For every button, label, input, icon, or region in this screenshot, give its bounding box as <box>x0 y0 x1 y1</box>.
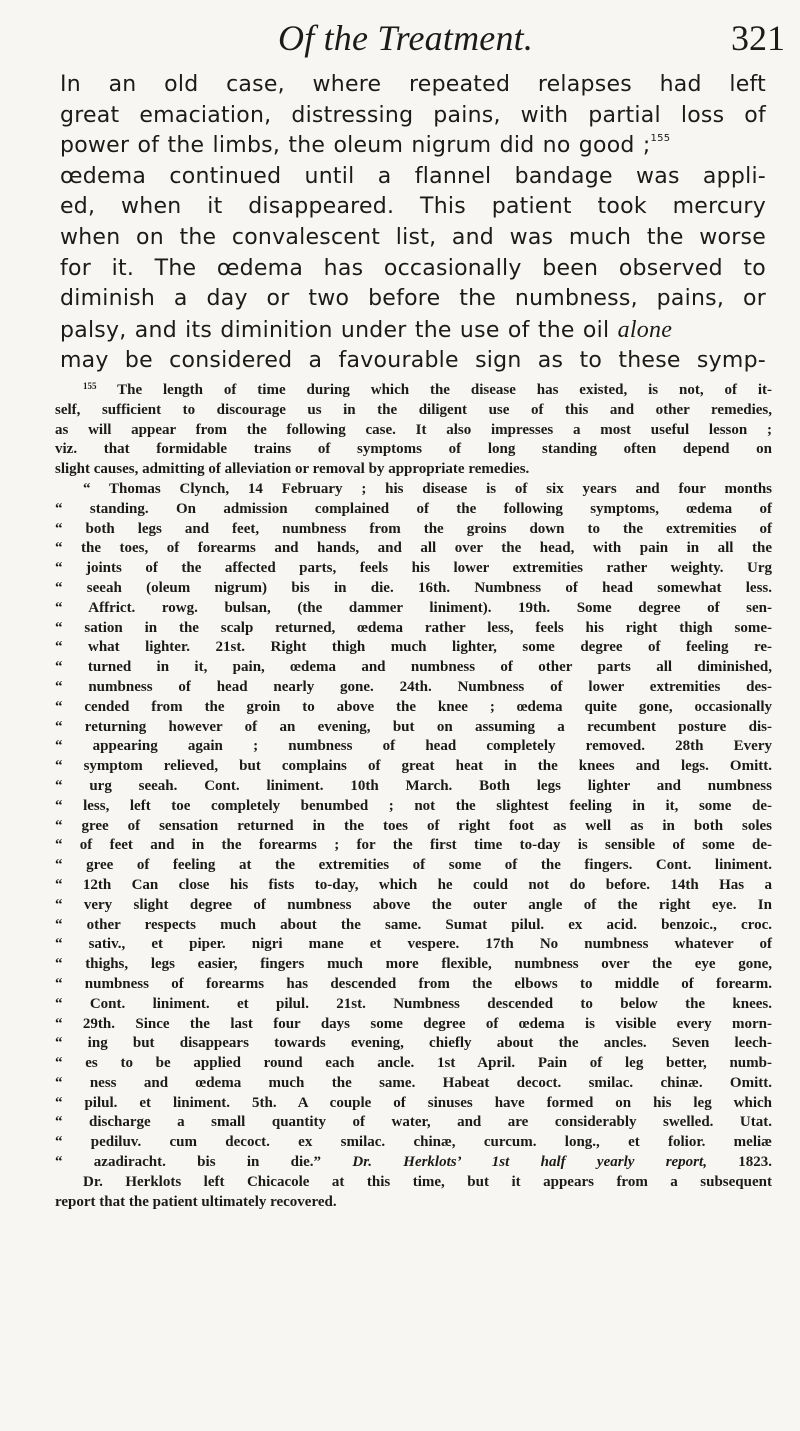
footnote-line: “ Cont. liniment. et pilul. 21st. Numbness descended to below the knees. <box>55 995 772 1012</box>
footnote-line: “ numbness of forearms has descended from the elbows to middle of forearm. <box>55 975 772 992</box>
footnote-line: “ pilul. et liniment. 5th. A couple of sinuses have formed on his leg which <box>55 1094 772 1111</box>
text-line: In an old case, where repeated relapses had left <box>60 72 766 97</box>
text-line: ed, when it disappeared. This patient took mercury <box>60 194 766 220</box>
footnote-line: as will appear from the following case. It also impresses a most useful lesson ; <box>55 421 772 438</box>
footnote-number: 155 <box>83 381 97 391</box>
page-number: 321 <box>731 18 785 58</box>
text-line: may be considered a favourable sign as to these symp- <box>60 348 766 374</box>
main-text <box>60 70 766 377</box>
text-line: for it. The œdema has occasionally been observed to <box>60 255 766 281</box>
footnote-line: “ other respects much about the same. Sumat pilul. ex acid. benzoic., croc. <box>55 916 772 933</box>
footnote-line: “ symptom relieved, but complains of great heat in the knees and legs. Omitt. <box>55 758 772 775</box>
footnote-line: “ what lighter. 21st. Right thigh much lighter, some degree of feeling re- <box>55 639 772 656</box>
footnote-line: “ Affrict. rowg. bulsan, (the dammer liniment). 19th. Some degree of sen- <box>55 599 772 616</box>
footnote-line <box>55 1153 772 1173</box>
footnote-line: viz. that formidable trains of symptoms of long standing often depend on <box>55 441 772 458</box>
text-line: diminish a day or two before the numbness, pains, or <box>60 286 766 312</box>
footnote-line: “ ing but disappears towards evening, chiefly about the ancles. Seven leech- <box>55 1035 772 1052</box>
footnote-line: “ very slight degree of numbness above the outer angle of the right eye. In <box>55 896 772 913</box>
italic-emphasis: alone <box>617 316 673 343</box>
text-line <box>60 131 766 162</box>
footnote-reference: 155 <box>650 133 671 145</box>
footnote-line: “ of feet and in the forearms ; for the first time to-day is sensible of some de- <box>55 837 772 854</box>
footnote-line: “ numbness of head nearly gone. 24th. Numbness of lower extremities des- <box>55 678 772 695</box>
footnote-line: “ es to be applied round each ancle. 1st April. Pain of leg better, numb- <box>55 1055 772 1072</box>
footnote-line: “ ness and œdema much the same. Habeat decoct. smilac. chinæ. Omitt. <box>55 1074 772 1091</box>
citation-year: 1823. <box>706 1154 773 1171</box>
footnote-line: Dr. Herklots left Chicacole at this time, but it appears from a subsequent <box>83 1173 772 1190</box>
footnote-line: report that the patient ultimately recovered. <box>55 1193 337 1210</box>
footnote-line: “ pediluv. cum decoct. ex smilac. chinæ, curcum. long., et folior. meliæ <box>55 1134 772 1151</box>
footnote-line: self, sufficient to discourage us in the diligent use of this and other remedies, <box>55 401 772 418</box>
footnote-line: “ gree of sensation returned in the toes of right foot as well as in both soles <box>55 817 772 834</box>
footnote-line: “ appearing again ; numbness of head completely removed. 28th Every <box>55 738 772 755</box>
text-line-body: palsy, and its diminition under the use of the oil <box>60 317 618 343</box>
citation: Dr. Herklots’ 1st half yearly report, <box>352 1154 707 1171</box>
footnote-line: “ seeah (oleum nigrum) bis in die. 16th. Numbness of head somewhat less. <box>55 579 772 596</box>
footnote-line: “ thighs, legs easier, fingers much more flexible, numbness over the eye gone, <box>55 956 772 973</box>
footnote-line: “ the toes, of forearms and hands, and all over the head, with pain in all the <box>55 540 772 557</box>
text-line: when on the convalescent list, and was much the worse <box>60 224 766 250</box>
footnote-line: “ standing. On admission complained of the following symptoms, œdema of <box>55 500 772 517</box>
footnote-line: “ turned in it, pain, œdema and numbness of other parts all diminished, <box>55 659 772 676</box>
text-line: œdema continued until a flannel bandage was appli- <box>60 163 766 189</box>
footnote-line: “ urg seeah. Cont. liniment. 10th March. Both legs lighter and numbness <box>55 777 772 794</box>
footnote-line: “ sativ., et piper. nigri mane et vespere. 17th No numbness whatever of <box>55 936 772 953</box>
footnote-line: “ sation in the scalp returned, œdema rather less, feels his right thigh some- <box>55 619 772 636</box>
page-header <box>40 12 785 64</box>
footnote-line: slight causes, admitting of alleviation or removal by appropriate remedies. <box>55 461 530 478</box>
footnote-line: “ 29th. Since the last four days some degree of œdema is visible every morn- <box>55 1015 772 1032</box>
footnote-line <box>55 381 772 401</box>
footnote-line: “ returning however of an evening, but on assuming a recumbent posture dis- <box>55 718 772 735</box>
text-line-body: power of the limbs, the oleum nigrum did no good ; <box>60 133 651 159</box>
footnote-line: “ both legs and feet, numbness from the groins down to the extremities of <box>55 520 772 537</box>
footnote-line-body: “ azadiracht. bis in die.” <box>55 1154 353 1171</box>
footnote-line: “ gree of feeling at the extremities of some of the fingers. Cont. liniment. <box>55 857 772 874</box>
footnote-line: “ less, left toe completely benumbed ; not the slightest feeling in it, some de- <box>55 797 772 814</box>
footnote-line: “ discharge a small quantity of water, and are considerably swelled. Utat. <box>55 1114 772 1131</box>
footnote-line: “ cended from the groin to above the knee ; œdema quite gone, occasionally <box>55 698 772 715</box>
footnote-line: “ Thomas Clynch, 14 February ; his disease is of six years and four months <box>83 480 772 497</box>
footnote <box>55 381 772 1212</box>
footnote-line: “ 12th Can close his fists to-day, which he could not do before. 14th Has a <box>55 876 772 893</box>
text-line <box>60 315 766 347</box>
footnote-line-body: The length of time during which the disease has existed, is not, of it- <box>117 382 773 398</box>
footnote-line: “ joints of the affected parts, feels his lower extremities rather weighty. Urg <box>55 560 772 577</box>
running-title: Of the Treatment. <box>278 18 534 58</box>
text-line: great emaciation, distressing pains, with partial loss of <box>60 102 766 128</box>
